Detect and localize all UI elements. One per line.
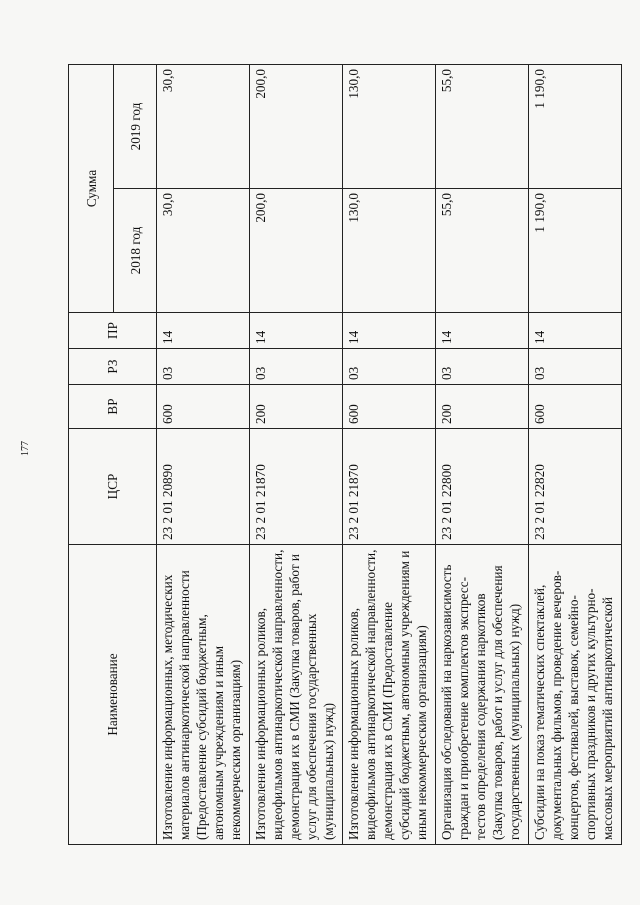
- table-row: [250, 65, 343, 845]
- row-pr: 14: [157, 313, 250, 349]
- row-name: Изготовление информационных роликов, видеофильмов антинаркотической направленности, демонстрация их в СМИ (Предоставление субсидий бюджетным, автономным учреждениям и иным некоммерческим организациям): [343, 545, 436, 845]
- row-rz: 03: [529, 349, 622, 385]
- row-sum-2018: 200,0: [250, 189, 343, 313]
- table-header-row: [69, 65, 114, 845]
- row-pr: 14: [436, 313, 529, 349]
- row-name: Организация обследований на наркозависимость граждан и приобретение комплектов экспресс-тестов определения содержания наркотиков (Закупка товаров, работ и услуг для обеспечения государственных (муниципальных) нужд): [436, 545, 529, 845]
- row-sum-2019: 1 190,0: [529, 65, 622, 189]
- row-name: Изготовление информационных роликов, видеофильмов антинаркотической направленности, демонстрация их в СМИ (Закупка товаров, работ и услуг для обеспечения государственных (муниципальных) нужд): [250, 545, 343, 845]
- header-year-2018: 2018 год: [114, 189, 157, 313]
- header-csr: ЦСР: [69, 429, 157, 545]
- table-row: [157, 65, 250, 845]
- header-year-2019: 2019 год: [114, 65, 157, 189]
- row-pr: 14: [250, 313, 343, 349]
- row-name: Изготовление информационных, методических материалов антинаркотической направленности (Предоставление субсидий бюджетным, автономным учреждениям и иным некоммерческим организациям): [157, 545, 250, 845]
- row-sum-2018: 130,0: [343, 189, 436, 313]
- row-vr: 600: [157, 385, 250, 429]
- table-row: [529, 65, 622, 845]
- row-sum-2018: 30,0: [157, 189, 250, 313]
- row-csr: 23 2 01 22800: [436, 429, 529, 545]
- row-vr: 200: [250, 385, 343, 429]
- row-sum-2018: 55,0: [436, 189, 529, 313]
- header-rz: РЗ: [69, 349, 157, 385]
- row-csr: 23 2 01 20890: [157, 429, 250, 545]
- table-row: [343, 65, 436, 845]
- row-vr: 600: [343, 385, 436, 429]
- row-sum-2018: 1 190,0: [529, 189, 622, 313]
- table-row: [436, 65, 529, 845]
- page-number: 177: [20, 441, 31, 456]
- header-pr: ПР: [69, 313, 157, 349]
- row-csr: 23 2 01 21870: [343, 429, 436, 545]
- row-sum-2019: 130,0: [343, 65, 436, 189]
- row-sum-2019: 30,0: [157, 65, 250, 189]
- budget-table: [68, 64, 622, 845]
- row-sum-2019: 200,0: [250, 65, 343, 189]
- row-rz: 03: [250, 349, 343, 385]
- row-rz: 03: [157, 349, 250, 385]
- header-sum: Сумма: [69, 65, 114, 313]
- row-sum-2019: 55,0: [436, 65, 529, 189]
- row-vr: 200: [436, 385, 529, 429]
- row-pr: 14: [343, 313, 436, 349]
- row-csr: 23 2 01 22820: [529, 429, 622, 545]
- header-vr: ВР: [69, 385, 157, 429]
- row-rz: 03: [343, 349, 436, 385]
- row-csr: 23 2 01 21870: [250, 429, 343, 545]
- row-rz: 03: [436, 349, 529, 385]
- row-pr: 14: [529, 313, 622, 349]
- header-name: Наименование: [69, 545, 157, 845]
- rotated-document-table: [68, 65, 615, 845]
- row-name: Субсидии на показ тематических спектаклей, документальных фильмов, проведение вечеров-концертов, фестивалей, выставок, семейно-спортивных праздников и других культурно-массовых мероприятий антинаркотической: [529, 545, 622, 845]
- row-vr: 600: [529, 385, 622, 429]
